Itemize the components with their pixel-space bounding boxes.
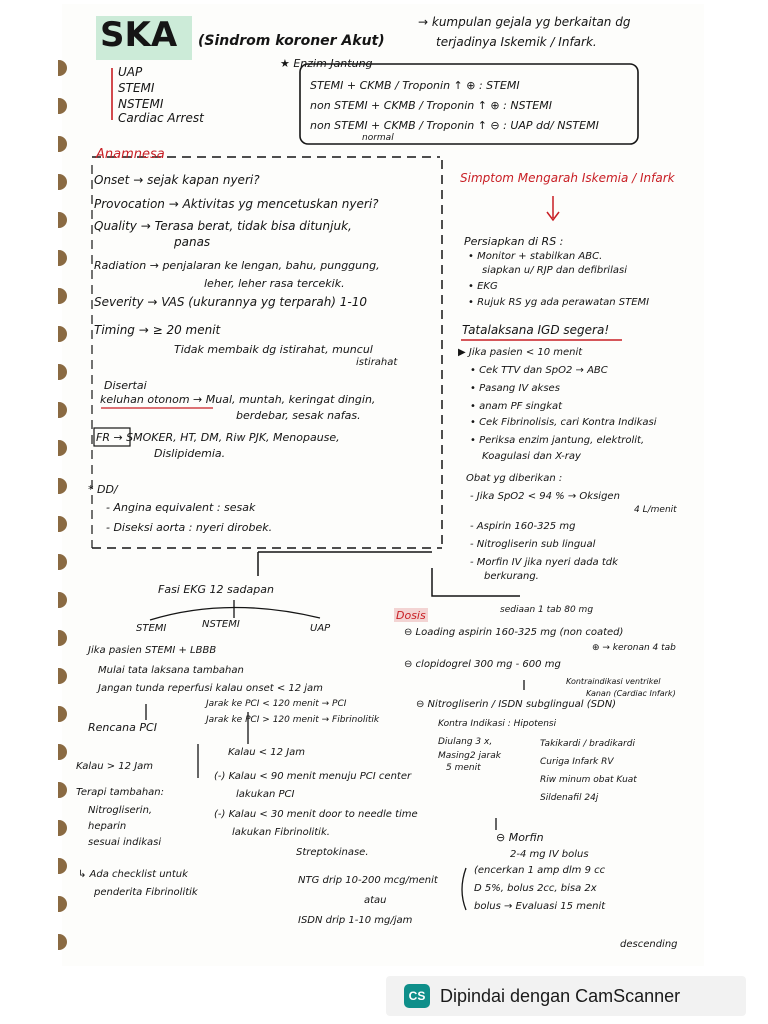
anamnesa-line: Provocation → Aktivitas yg mencetuskan nyeri? bbox=[94, 197, 379, 211]
mid-line: lakukan Fibrinolitik. bbox=[232, 827, 330, 838]
lower-left-line: Nitrogliserin, bbox=[88, 805, 153, 816]
anamnesa-line: - Diseksi aorta : nyeri dirobek. bbox=[106, 521, 273, 534]
dosis-line: 5 menit bbox=[446, 763, 481, 773]
dosis-line: D 5%, bolus 2cc, bisa 2x bbox=[474, 883, 597, 894]
type-item: Cardiac Arrest bbox=[118, 111, 204, 125]
lower-left-line: Kalau > 12 Jam bbox=[76, 761, 154, 772]
obat-line: - Aspirin 160-325 mg bbox=[470, 521, 576, 532]
dosis-line: bolus → Evaluasi 15 menit bbox=[474, 901, 606, 912]
lower-left-line: heparin bbox=[88, 821, 127, 832]
anamnesa-line: FR → SMOKER, HT, DM, Riw PJK, Menopause, bbox=[96, 431, 340, 444]
anamnesa-line: Radiation → penjalaran ke lengan, bahu, punggung, bbox=[94, 259, 380, 272]
dosis-line: Kontra Indikasi : Hipotensi bbox=[438, 719, 557, 729]
enzim-row: non STEMI + CKMB / Troponin ↑ ⊕ : NSTEMI bbox=[310, 99, 552, 112]
dosis-line: Curiga Infark RV bbox=[540, 757, 614, 767]
footer-note: descending bbox=[620, 939, 678, 950]
anamnesa-line: Onset → sejak kapan nyeri? bbox=[94, 173, 260, 187]
lower-left-line: Terapi tambahan: bbox=[76, 787, 165, 798]
enzim-title: ★ Enzim Jantung bbox=[280, 57, 373, 70]
dosis-title: Dosis bbox=[396, 609, 426, 622]
lower-left-line: Rencana PCI bbox=[88, 721, 157, 734]
dosis-line: ⊕ → keronan 4 tab bbox=[592, 643, 676, 653]
dosis-line: Kanan (Cardiac Infark) bbox=[586, 689, 676, 698]
enzim-row: STEMI + CKMB / Troponin ↑ ⊕ : STEMI bbox=[310, 79, 520, 92]
dosis-line: 2-4 mg IV bolus bbox=[510, 849, 589, 860]
dosis-line: Riw minum obat Kuat bbox=[540, 775, 637, 785]
right-line: • EKG bbox=[468, 281, 498, 292]
dosis-line: ⊖ Nitrogliserin / ISDN subglingual (SDN) bbox=[416, 699, 617, 710]
dosis-line: ⊖ Morfin bbox=[496, 831, 544, 844]
dosis-line: Sildenafil 24j bbox=[540, 793, 599, 803]
tata-line: • Cek TTV dan SpO2 → ABC bbox=[470, 365, 608, 376]
obat-line: berkurang. bbox=[484, 571, 539, 582]
ekg-label: Fasi EKG 12 sadapan bbox=[158, 583, 274, 596]
dosis-line: Masing2 jarak bbox=[438, 751, 501, 761]
dosis-line: ⊖ clopidogrel 300 mg - 600 mg bbox=[404, 659, 561, 670]
lower-left-line: Jangan tunda reperfusi kalau onset < 12 jam bbox=[98, 683, 323, 694]
anamnesa-line: Quality → Terasa berat, tidak bisa ditunjuk, bbox=[94, 219, 352, 233]
tata-line: • Periksa enzim jantung, elektrolit, bbox=[470, 435, 645, 446]
anamnesa-line: keluhan otonom → Mual, muntah, keringat dingin, bbox=[100, 393, 376, 406]
anamnesa-line: Dislipidemia. bbox=[154, 447, 226, 460]
mid-line: NTG drip 10-200 mcg/menit bbox=[298, 875, 438, 886]
mid-line: Streptokinase. bbox=[296, 847, 369, 858]
mid-line: (-) Kalau < 90 menit menuju PCI center bbox=[214, 771, 412, 782]
obat-line: - Jika SpO2 < 94 % → Oksigen bbox=[470, 491, 620, 502]
ekg-branch: UAP bbox=[310, 623, 331, 634]
ekg-branch: NSTEMI bbox=[202, 619, 240, 630]
mid-line: Kalau < 12 Jam bbox=[228, 747, 306, 758]
type-item: NSTEMI bbox=[118, 97, 164, 111]
mid-line: (-) Kalau < 30 menit door to needle time bbox=[214, 809, 418, 820]
dosis-line: (encerkan 1 amp dlm 9 cc bbox=[474, 865, 606, 876]
tata-line: • anam PF singkat bbox=[470, 401, 563, 412]
type-item: UAP bbox=[118, 65, 143, 79]
dosis-line: Kontraindikasi ventrikel bbox=[566, 677, 661, 686]
definition-line-2: terjadinya Iskemik / Infark. bbox=[436, 35, 597, 49]
type-item: STEMI bbox=[118, 81, 155, 95]
dosis-line: Takikardi / bradikardi bbox=[540, 739, 635, 749]
enzim-row: non STEMI + CKMB / Troponin ↑ ⊖ : UAP dd/ NSTEMI bbox=[310, 119, 599, 132]
anamnesa-title: Anamnesa bbox=[96, 147, 165, 162]
obat-line: - Nitrogliserin sub lingual bbox=[470, 539, 596, 550]
anamnesa-line: istirahat bbox=[356, 357, 398, 368]
lower-left-line: Jika pasien STEMI + LBBB bbox=[88, 645, 217, 656]
dosis-line: Diulang 3 x, bbox=[438, 737, 493, 747]
right-line: siapkan u/ RJP dan defibrilasi bbox=[482, 265, 627, 276]
tata-line: ▶ Jika pasien < 10 menit bbox=[458, 347, 583, 358]
dosis-line: sediaan 1 tab 80 mg bbox=[500, 605, 594, 615]
simptom-title: Simptom Mengarah Iskemia / Infark bbox=[460, 171, 675, 185]
obat-title: Obat yg diberikan : bbox=[466, 473, 563, 484]
tatalaksana-title: Tatalaksana IGD segera! bbox=[462, 323, 610, 337]
lower-left-line: Mulai tata laksana tambahan bbox=[98, 665, 244, 676]
anamnesa-line: Severity → VAS (ukurannya yg terparah) 1-10 bbox=[94, 295, 368, 309]
watermark-text: Dipindai dengan CamScanner bbox=[440, 986, 681, 1006]
right-line: • Monitor + stabilkan ABC. bbox=[468, 251, 603, 262]
right-line: Persiapkan di RS : bbox=[464, 235, 564, 248]
definition-line-1: → kumpulan gejala yg berkaitan dg bbox=[418, 15, 631, 29]
dosis-line: ⊖ Loading aspirin 160-325 mg (non coated) bbox=[404, 627, 624, 638]
ekg-branch: STEMI bbox=[136, 623, 167, 634]
mid-line: Jarak ke PCI < 120 menit → PCI bbox=[206, 699, 347, 709]
tata-line: Koagulasi dan X-ray bbox=[482, 451, 581, 462]
anamnesa-line: leher, leher rasa tercekik. bbox=[204, 277, 345, 290]
mid-line: lakukan PCI bbox=[236, 789, 295, 800]
anamnesa-line: berdebar, sesak nafas. bbox=[236, 409, 361, 422]
anamnesa-line: Tidak membaik dg istirahat, muncul bbox=[174, 343, 373, 356]
right-line: • Rujuk RS yg ada perawatan STEMI bbox=[468, 297, 650, 308]
obat-line: - Morfin IV jika nyeri dada tdk bbox=[470, 557, 618, 568]
mid-line: ISDN drip 1-10 mg/jam bbox=[298, 915, 413, 926]
lower-left-line: ↳ Ada checklist untuk bbox=[78, 869, 188, 880]
enzim-note: normal bbox=[362, 133, 394, 143]
obat-line: 4 L/menit bbox=[634, 505, 677, 515]
mid-line: atau bbox=[364, 895, 387, 906]
lower-left-line: sesuai indikasi bbox=[88, 837, 162, 848]
anamnesa-line: - Angina equivalent : sesak bbox=[106, 501, 256, 514]
tata-line: • Pasang IV akses bbox=[470, 383, 560, 394]
tata-line: • Cek Fibrinolisis, cari Kontra Indikasi bbox=[470, 417, 657, 428]
camscanner-logo-icon: CS bbox=[404, 984, 430, 1008]
anamnesa-line: Timing → ≥ 20 menit bbox=[94, 323, 221, 337]
lower-left-line: penderita Fibrinolitik bbox=[94, 887, 198, 898]
anamnesa-line: * DD/ bbox=[88, 483, 118, 496]
page-title: SKA bbox=[100, 15, 178, 55]
mid-line: Jarak ke PCI > 120 menit → Fibrinolitik bbox=[206, 715, 380, 725]
page-subtitle: (Sindrom koroner Akut) bbox=[198, 33, 385, 49]
anamnesa-line: panas bbox=[174, 235, 211, 249]
anamnesa-line: Disertai bbox=[104, 379, 147, 392]
